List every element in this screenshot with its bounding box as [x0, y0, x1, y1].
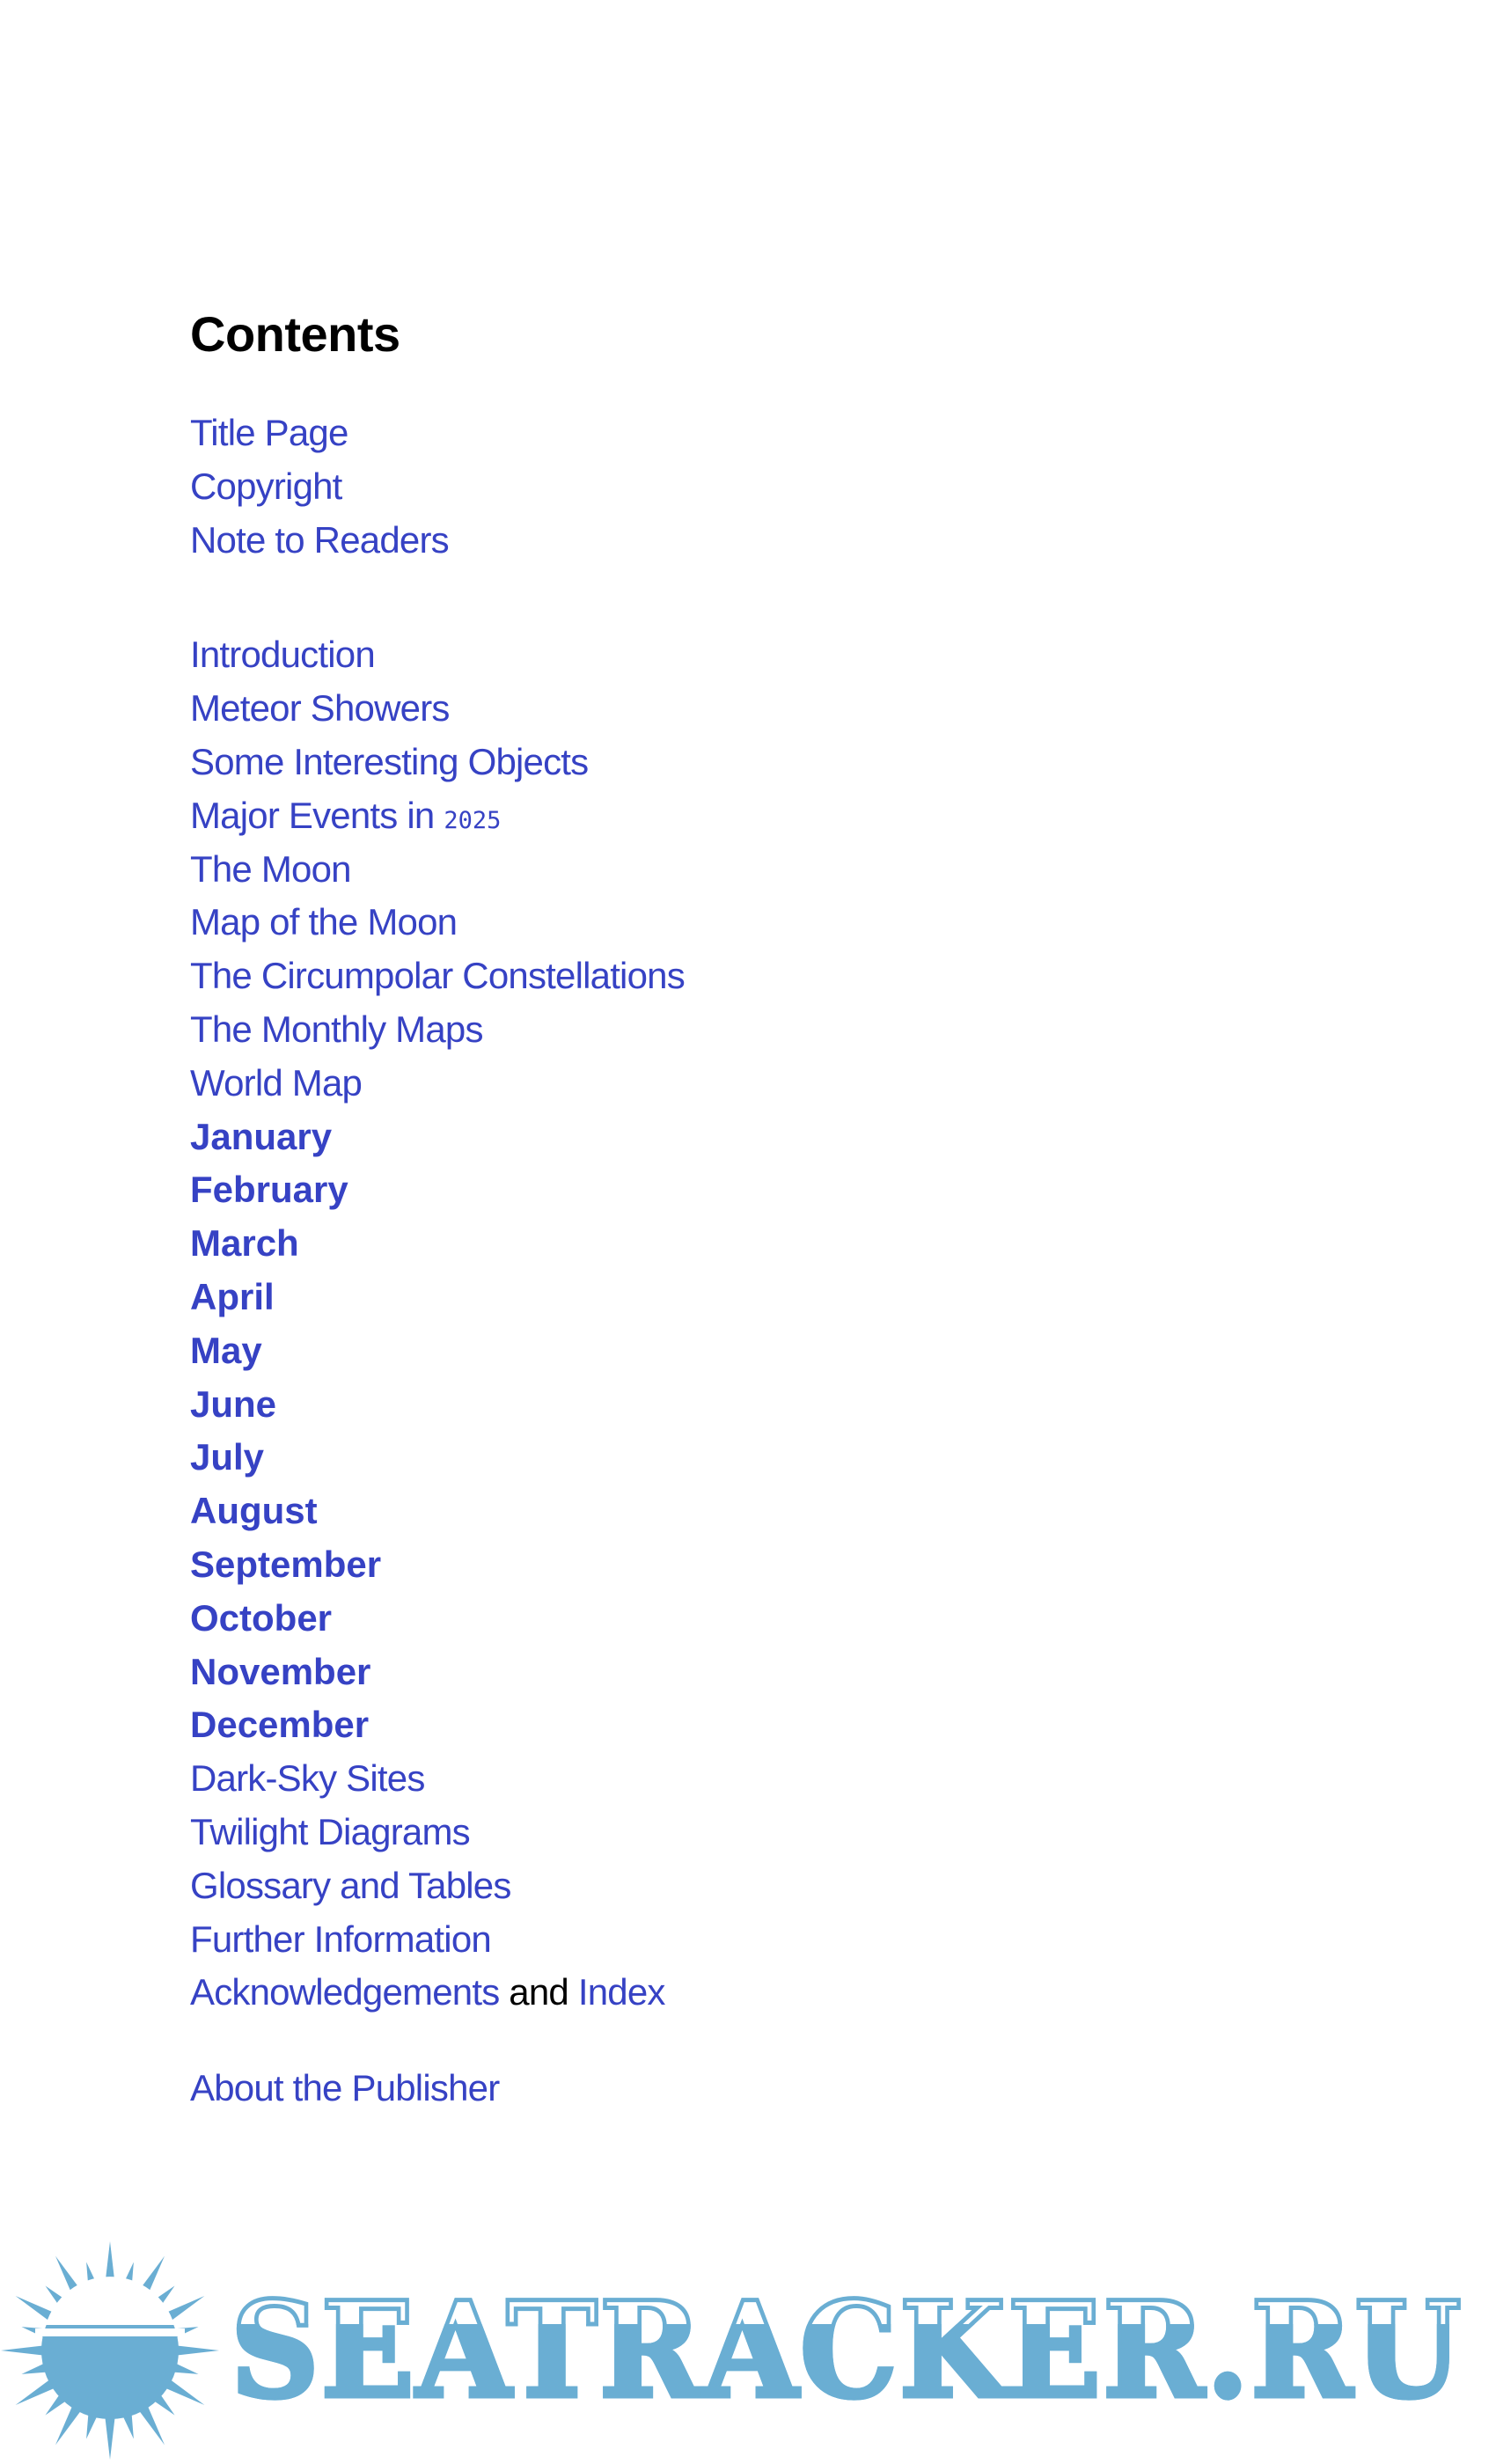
toc-link-further-information[interactable]: Further Information: [190, 1918, 491, 1960]
toc-link-february[interactable]: February: [190, 1169, 348, 1211]
toc-link-circumpolar-constellations[interactable]: The Circumpolar Constellations: [190, 955, 685, 997]
toc-item-july: [190, 1431, 685, 1485]
toc-link-title-page[interactable]: Title Page: [190, 412, 348, 453]
toc-link-april[interactable]: April: [190, 1275, 275, 1317]
toc-item-world-map: [190, 1057, 685, 1111]
toc-item-acknowledgements-and-index: [190, 1966, 685, 2020]
toc-item-february: [190, 1163, 685, 1217]
toc-link-major-events[interactable]: [190, 795, 501, 836]
toc-link-monthly-maps[interactable]: The Monthly Maps: [190, 1008, 483, 1050]
year-label: 2025: [444, 806, 502, 834]
toc-item-introduction: [190, 628, 685, 682]
toc-item-title-page: [190, 407, 685, 460]
toc-link-october[interactable]: October: [190, 1596, 333, 1639]
toc-item-map-of-the-moon: [190, 896, 685, 950]
toc-item-january: [190, 1111, 685, 1164]
toc-link-january[interactable]: January: [190, 1115, 333, 1157]
sun-icon: [0, 2240, 220, 2460]
toc-link-the-moon[interactable]: The Moon: [190, 847, 351, 890]
toc-item-april: [190, 1271, 685, 1324]
toc-item-some-interesting-objects: [190, 736, 685, 789]
toc-item-december: [190, 1698, 685, 1752]
toc-link-july[interactable]: July: [190, 1436, 265, 1478]
watermark-text: SEATRACKER.RU: [231, 2273, 1463, 2428]
toc-link-november[interactable]: November: [190, 1650, 371, 1692]
toc-item-major-events: [190, 789, 685, 843]
toc-item-about-the-publisher: [190, 2062, 685, 2116]
toc-link-introduction[interactable]: Introduction: [190, 634, 375, 676]
toc-link-december[interactable]: December: [190, 1704, 370, 1746]
toc-item-meteor-showers: [190, 682, 685, 736]
toc-link-august[interactable]: August: [190, 1490, 318, 1532]
toc-link-map-of-the-moon[interactable]: Map of the Moon: [190, 901, 458, 943]
toc-link-index[interactable]: Index: [577, 1971, 665, 2013]
toc-link-september[interactable]: September: [190, 1543, 382, 1585]
toc-item-the-moon: [190, 843, 685, 897]
toc-item-august: [190, 1485, 685, 1538]
toc-link-dark-sky-sites[interactable]: Dark-Sky Sites: [190, 1757, 425, 1800]
toc-item-glossary-and-tables: [190, 1859, 685, 1913]
watermark: [0, 2235, 1496, 2464]
toc-item-circumpolar-constellations: [190, 950, 685, 1003]
toc-item-september: [190, 1538, 685, 1592]
toc-link-some-interesting-objects[interactable]: Some Interesting Objects: [190, 740, 589, 782]
toc-item-june: [190, 1378, 685, 1432]
toc-link-note-to-readers[interactable]: Note to Readers: [190, 518, 449, 561]
toc-link-about-the-publisher[interactable]: About the Publisher: [190, 2067, 500, 2109]
toc-item-note-to-readers: [190, 514, 685, 568]
toc-link-glossary-and-tables[interactable]: Glossary and Tables: [190, 1864, 511, 1906]
toc-item-twilight-diagrams: [190, 1806, 685, 1859]
toc-connector-and: and: [499, 1971, 578, 2013]
toc-link-meteor-showers[interactable]: Meteor Showers: [190, 687, 450, 730]
toc-item-dark-sky-sites: [190, 1752, 685, 1806]
toc-link-may[interactable]: May: [190, 1329, 262, 1371]
page-title: Contents: [190, 306, 400, 362]
toc-item-may: [190, 1324, 685, 1378]
toc-item-monthly-maps: [190, 1003, 685, 1057]
toc-item-march: [190, 1217, 685, 1271]
toc-item-november: [190, 1646, 685, 1699]
toc-item-further-information: [190, 1913, 685, 1967]
toc-item-copyright: [190, 460, 685, 514]
toc-link-march[interactable]: March: [190, 1222, 299, 1265]
toc-link-twilight-diagrams[interactable]: Twilight Diagrams: [190, 1810, 470, 1852]
toc-item-october: [190, 1592, 685, 1646]
toc-link-major-events-label: Major Events in: [190, 794, 435, 836]
toc-link-june[interactable]: June: [190, 1382, 277, 1425]
toc-link-world-map[interactable]: World Map: [190, 1061, 363, 1104]
table-of-contents: [190, 407, 685, 2116]
toc-link-acknowledgements[interactable]: Acknowledgements: [190, 1971, 500, 2013]
toc-link-copyright[interactable]: Copyright: [190, 465, 342, 507]
